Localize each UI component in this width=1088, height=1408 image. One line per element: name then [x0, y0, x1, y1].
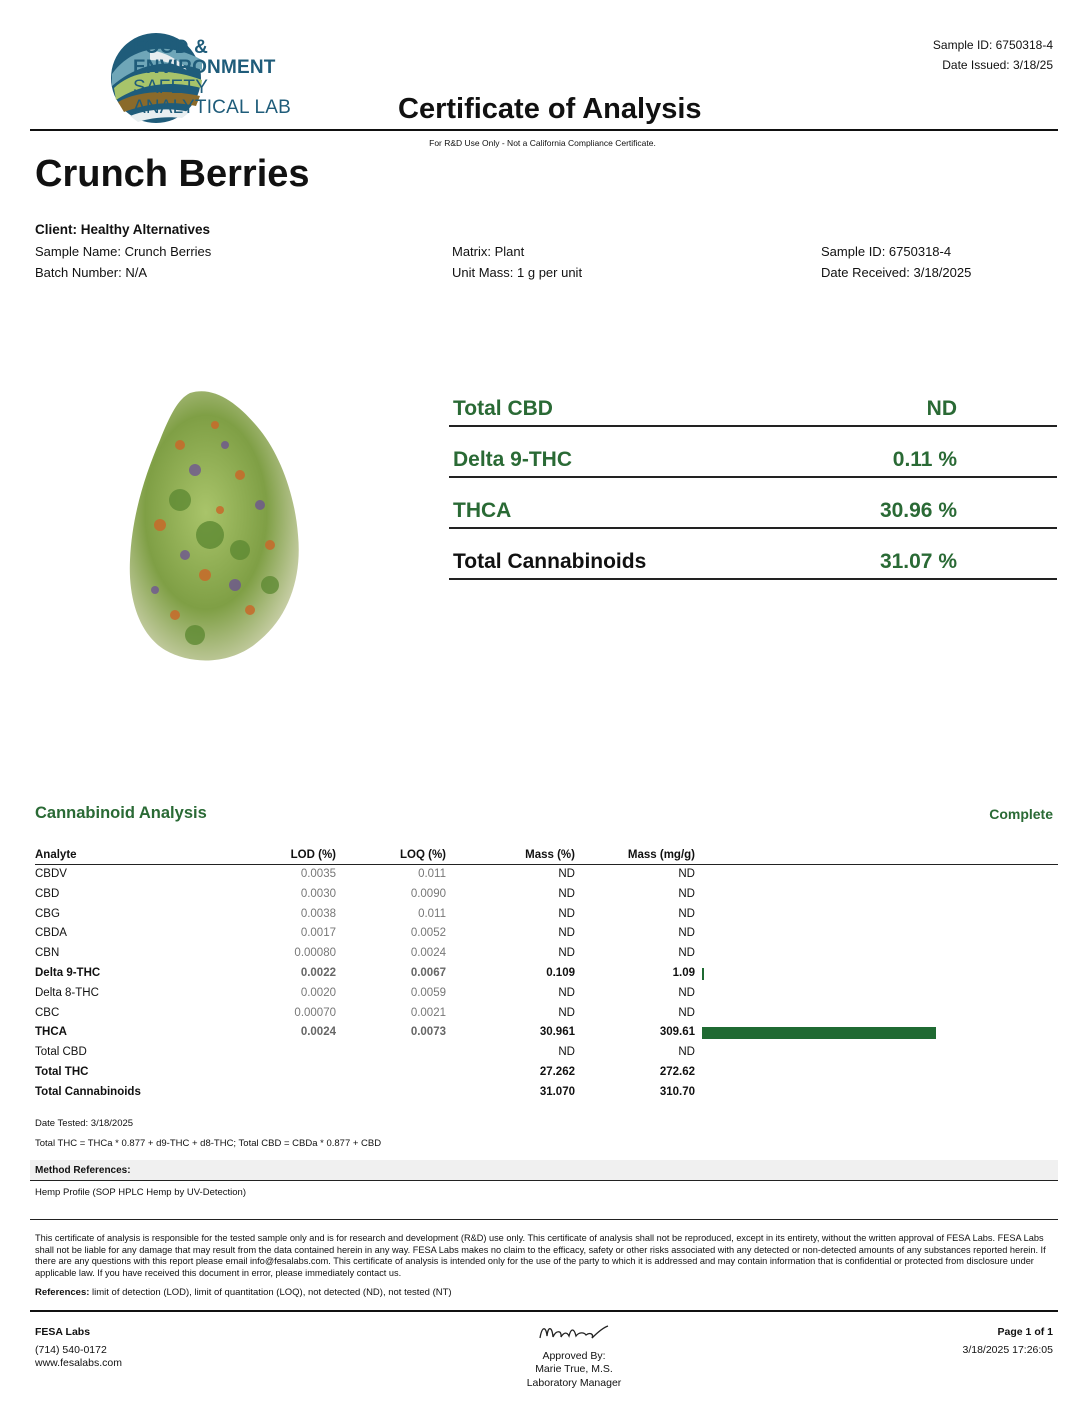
sample-id: Sample ID: 6750318-4	[821, 244, 952, 259]
loq-cell: 0.0059	[410, 986, 446, 999]
mass-mg-cell: 310.70	[659, 1085, 695, 1098]
footer-phone: (714) 540-0172	[35, 1343, 107, 1356]
rnd-note	[0, 138, 1088, 148]
summary-value: ND	[926, 397, 957, 420]
loq-cell: 0.0021	[410, 1006, 446, 1019]
summary-label: Total Cannabinoids	[453, 550, 647, 573]
mass-pct-cell: 30.961	[539, 1026, 575, 1039]
footer-approval	[494, 1320, 654, 1390]
info-column-2	[452, 241, 582, 283]
lod-cell: 0.0030	[300, 887, 336, 900]
mass-pct-cell: 27.262	[539, 1065, 575, 1078]
table-row	[35, 1083, 1058, 1103]
lab-name-line: ENVIRONMENT	[133, 57, 276, 78]
approved-by-label: Approved By:	[542, 1349, 606, 1362]
lab-name-line: ANALYTICAL LAB	[133, 97, 292, 118]
loq-cell: 0.0024	[410, 947, 446, 960]
page-number: Page 1 of 1	[997, 1326, 1053, 1338]
mass-bar	[702, 1027, 936, 1039]
table-row	[35, 1043, 1058, 1063]
analyte-cell: Total Cannabinoids	[35, 1085, 141, 1098]
mass-mg-cell: 272.62	[659, 1065, 695, 1078]
header-divider	[30, 129, 1058, 131]
mass-pct-cell: ND	[558, 986, 575, 999]
table-row	[35, 944, 1058, 964]
table-row	[35, 865, 1058, 885]
report-timestamp: 3/18/2025 17:26:05	[962, 1343, 1053, 1356]
mass-mg-cell: ND	[678, 1046, 695, 1059]
references-text: limit of detection (LOD), limit of quantitation (LOQ), not detected (ND), not tested (NT)	[89, 1287, 452, 1298]
analyte-cell: Delta 8-THC	[35, 986, 99, 999]
column-header-lod: LOD (%)	[290, 849, 336, 861]
lab-name-line: FOOD &	[133, 37, 209, 58]
references-label: References:	[35, 1287, 90, 1298]
table-row	[35, 885, 1058, 905]
mass-mg-cell: ND	[678, 887, 695, 900]
lod-cell: 0.0022	[300, 966, 336, 979]
mass-pct-cell: 0.109	[546, 966, 575, 979]
summary-value: 30.96 %	[879, 499, 957, 522]
method-references-header: Method References:	[30, 1160, 1058, 1181]
total-formula: Total THC = THCa * 0.877 + d9-THC + d8-THC; Total CBD = CBDa * 0.877 + CBD	[35, 1138, 382, 1149]
rnd-note-text: For R&D Use Only - Not a California Compliance Certificate.	[429, 138, 656, 148]
potency-summary	[449, 376, 1057, 580]
analyte-cell: Delta 9-THC	[35, 966, 101, 979]
client-name: Client: Healthy Alternatives	[35, 222, 211, 237]
loq-cell: 0.0073	[410, 1026, 446, 1039]
footer-lab-contact	[35, 1326, 122, 1371]
loq-cell: 0.0067	[410, 966, 446, 979]
product-name: Crunch Berries	[35, 153, 310, 195]
mass-mg-cell: ND	[678, 927, 695, 940]
loq-cell: 0.011	[418, 907, 446, 920]
references	[35, 1287, 452, 1298]
table-row	[35, 1004, 1058, 1024]
table-row	[35, 905, 1058, 925]
mass-pct-cell: ND	[558, 907, 575, 920]
mass-mg-cell: ND	[678, 907, 695, 920]
analyte-cell: CBN	[35, 947, 60, 960]
mass-mg-cell: 309.61	[659, 1026, 695, 1039]
header-sample-id: Sample ID: 6750318-4	[932, 38, 1053, 52]
analysis-title: Cannabinoid Analysis	[35, 804, 207, 822]
table-header	[35, 846, 1058, 865]
lod-cell: 0.00070	[294, 1006, 336, 1019]
mass-pct-cell: ND	[558, 868, 575, 880]
column-header-analyte: Analyte	[35, 849, 77, 861]
mass-mg-cell: ND	[678, 868, 695, 880]
mass-pct-cell: ND	[558, 1006, 575, 1019]
matrix: Matrix: Plant	[452, 244, 525, 259]
lod-cell: 0.0017	[300, 927, 336, 940]
lab-name-line: SAFETY	[133, 77, 209, 98]
mass-mg-cell: ND	[678, 1006, 695, 1019]
table-row	[35, 984, 1058, 1004]
column-header-mass-pct: Mass (%)	[525, 849, 575, 861]
table-row	[35, 1063, 1058, 1083]
info-column-1	[35, 241, 211, 283]
cannabinoid-table	[35, 846, 1058, 1103]
loq-cell: 0.011	[418, 868, 446, 880]
table-row	[35, 1023, 1058, 1043]
mass-pct-cell: ND	[558, 927, 575, 940]
analyte-cell: Total THC	[35, 1065, 89, 1078]
analyte-cell: Total CBD	[35, 1046, 87, 1059]
analyte-cell: CBD	[35, 887, 60, 900]
summary-row	[449, 529, 1057, 580]
product-image	[120, 385, 310, 670]
summary-row	[449, 478, 1057, 529]
mass-pct-cell: ND	[558, 887, 575, 900]
footer-page-info	[962, 1326, 1053, 1357]
batch-number: Batch Number: N/A	[35, 265, 147, 280]
sample-name: Sample Name: Crunch Berries	[35, 244, 212, 259]
footer-website: www.fesalabs.com	[35, 1357, 122, 1369]
lod-cell: 0.0024	[300, 1026, 336, 1039]
summary-row	[449, 427, 1057, 478]
info-column-3	[821, 241, 971, 283]
summary-label: THCA	[453, 499, 512, 522]
lod-cell: 0.0020	[300, 986, 336, 999]
mass-mg-cell: ND	[678, 947, 695, 960]
header-date-issued: Date Issued: 3/18/25	[942, 58, 1053, 72]
date-tested: Date Tested: 3/18/2025	[35, 1118, 134, 1129]
analysis-status: Complete	[989, 806, 1053, 822]
mass-pct-cell: ND	[558, 947, 575, 960]
disclaimer: This certificate of analysis is responsible for the tested sample only and is for research and development (R&D) use only. This certificate of analysis shall not be reproduced, except in its entirety, without the written approval of FESA Labs. FESA Labs shall not be liable for any damage that may result from the data contained herein in any way. FESA Labs makes no claim to the efficacy, safety or other risks associated with any detected or non-detected amounts of any substances reported herein. If there are any questions with this report please email info@fesalabs.com. This certificate of analysis is intended only for the use of the party to which it is addressed and may contain information that is confidential or protected from disclosure under applicable law. If you have received this document in error, please immediately contact us.	[35, 1233, 1046, 1278]
summary-value: 0.11 %	[892, 448, 957, 471]
footer-divider	[30, 1310, 1058, 1312]
column-header-mass-mg: Mass (mg/g)	[627, 849, 695, 861]
approver-name: Marie True, M.S.	[535, 1363, 613, 1375]
analyte-cell: THCA	[35, 1026, 67, 1039]
table-row	[35, 964, 1058, 984]
date-received: Date Received: 3/18/2025	[821, 265, 972, 280]
approver-title: Laboratory Manager	[526, 1376, 622, 1389]
analyte-cell: CBDV	[35, 868, 67, 880]
section-divider	[30, 1219, 1058, 1220]
summary-value: 31.07 %	[879, 550, 957, 573]
lod-cell: 0.0038	[300, 907, 336, 920]
signature-image	[534, 1320, 614, 1344]
summary-row	[449, 376, 1057, 427]
lod-cell: 0.0035	[300, 868, 336, 880]
loq-cell: 0.0052	[410, 927, 446, 940]
mass-pct-cell: 31.070	[539, 1085, 575, 1098]
loq-cell: 0.0090	[410, 887, 446, 900]
analyte-cell: CBG	[35, 907, 60, 920]
summary-label: Total CBD	[453, 397, 553, 420]
header-meta	[933, 35, 1053, 75]
mass-mg-cell: 1.09	[672, 966, 695, 979]
footer-company: FESA Labs	[35, 1326, 91, 1338]
summary-label: Delta 9-THC	[453, 448, 573, 471]
column-header-loq: LOQ (%)	[400, 849, 446, 861]
unit-mass: Unit Mass: 1 g per unit	[452, 265, 583, 280]
mass-pct-cell: ND	[558, 1046, 575, 1059]
mass-mg-cell: ND	[678, 986, 695, 999]
lab-name	[133, 38, 291, 118]
lod-cell: 0.00080	[294, 947, 336, 960]
mass-bar	[702, 968, 704, 980]
table-row	[35, 924, 1058, 944]
table-body	[35, 865, 1058, 1103]
method-reference: Hemp Profile (SOP HPLC Hemp by UV-Detection)	[35, 1187, 247, 1198]
analyte-cell: CBDA	[35, 927, 67, 940]
analyte-cell: CBC	[35, 1006, 60, 1019]
document-title: Certificate of Analysis	[398, 93, 702, 125]
